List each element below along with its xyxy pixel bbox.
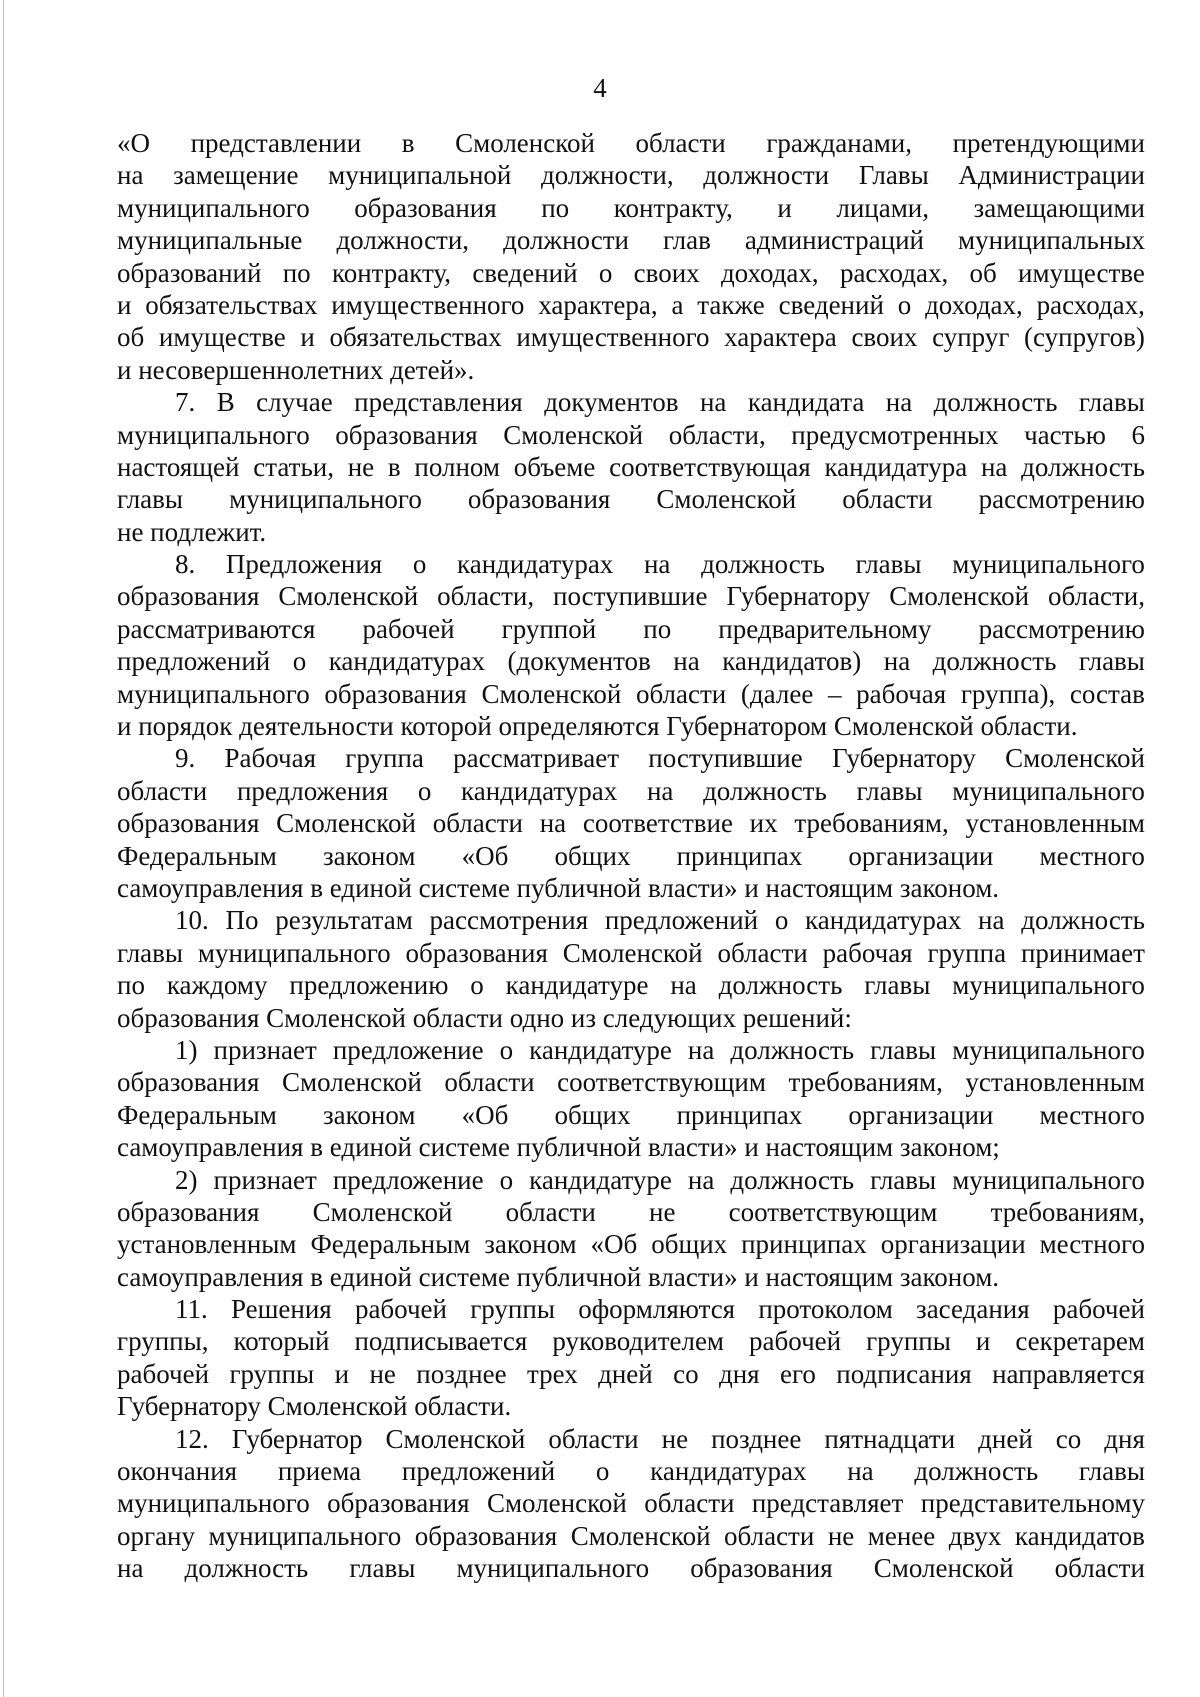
text-line: не подлежит. <box>117 516 267 547</box>
text-line: 2) признает предложение о кандидатуре на должность главы муниципального <box>175 1164 1145 1195</box>
text-line: 9. Рабочая группа рассматривает поступившие Губернатору Смоленской <box>175 743 1145 774</box>
text-line: образований по контракту, сведений о своих доходах, расходах, об имуществе <box>117 257 1145 288</box>
text-line: и несовершеннолетних детей». <box>117 354 475 385</box>
text-line: по каждому предложению о кандидатуре на должность главы муниципального <box>117 970 1145 1001</box>
text-line: образования Смоленской области, поступившие Губернатору Смоленской области, <box>117 581 1145 612</box>
text-line: главы муниципального образования Смоленской области рассмотрению <box>117 484 1145 515</box>
text-line: 7. В случае представления документов на кандидата на должность главы <box>175 387 1145 418</box>
text-line: рабочей группы и не позднее трех дней со дня его подписания направляется <box>117 1358 1145 1389</box>
text-line: самоуправления в единой системе публичной власти» и настоящим законом. <box>117 872 1000 903</box>
text-line: Федеральным законом «Об общих принципах организации местного <box>117 840 1145 871</box>
text-line: муниципального образования Смоленской области, предусмотренных частью 6 <box>117 419 1145 450</box>
text-line: муниципального образования Смоленской области (далее – рабочая группа), состав <box>117 678 1145 709</box>
text-line: на замещение муниципальной должности, должности Главы Администрации <box>117 160 1145 191</box>
text-line: Федеральным законом «Об общих принципах организации местного <box>117 1099 1145 1130</box>
text-line: на должность главы муниципального образования Смоленской области <box>117 1553 1145 1584</box>
text-line: образования Смоленской области на соответствие их требованиям, установленным <box>117 808 1145 839</box>
text-line: 1) признает предложение о кандидатуре на должность главы муниципального <box>175 1034 1145 1065</box>
text-line: 11. Решения рабочей группы оформляются протоколом заседания рабочей <box>175 1294 1145 1325</box>
text-line: и порядок деятельности которой определяются Губернатором Смоленской области. <box>117 711 1078 742</box>
text-line: области предложения о кандидатурах на должность главы муниципального <box>117 775 1145 806</box>
text-line: самоуправления в единой системе публичной власти» и настоящим законом. <box>117 1261 1000 1292</box>
document-body <box>117 127 1145 1585</box>
text-line: окончания приема предложений о кандидатурах на должность главы <box>117 1456 1145 1487</box>
text-line: установленным Федеральным законом «Об общих принципах организации местного <box>117 1229 1145 1260</box>
text-line: настоящей статьи, не в полном объеме соответствующая кандидатура на должность <box>117 451 1145 482</box>
text-line: муниципального образования Смоленской области представляет представительному <box>117 1488 1145 1519</box>
scan-edge-line <box>3 0 4 1697</box>
text-line: 10. По результатам рассмотрения предложений о кандидатурах на должность <box>175 905 1145 936</box>
text-line: муниципального образования по контракту, и лицами, замещающими <box>117 192 1145 223</box>
page-number: 4 <box>593 73 607 103</box>
text-line: 8. Предложения о кандидатурах на должность главы муниципального <box>175 549 1145 580</box>
text-line: об имуществе и обязательствах имущественного характера своих супруг (супругов) <box>117 322 1145 353</box>
text-line: рассматриваются рабочей группой по предварительному рассмотрению <box>117 613 1145 644</box>
text-line: органу муниципального образования Смоленской области не менее двух кандидатов <box>117 1520 1145 1551</box>
text-line: предложений о кандидатурах (документов на кандидатов) на должность главы <box>117 646 1145 677</box>
text-line: и обязательствах имущественного характера, а также сведений о доходах, расходах, <box>117 289 1145 320</box>
text-line: образования Смоленской области не соответствующим требованиям, <box>117 1196 1145 1227</box>
text-line: образования Смоленской области одно из следующих решений: <box>117 1002 852 1033</box>
text-line: муниципальные должности, должности глав администраций муниципальных <box>117 225 1145 256</box>
text-line: 12. Губернатор Смоленской области не позднее пятнадцати дней со дня <box>175 1423 1145 1454</box>
text-line: образования Смоленской области соответствующим требованиям, установленным <box>117 1067 1145 1098</box>
text-line: Губернатору Смоленской области. <box>117 1391 512 1422</box>
text-line: группы, который подписывается руководителем рабочей группы и секретарем <box>117 1326 1145 1357</box>
text-line: самоуправления в единой системе публичной власти» и настоящим законом; <box>117 1132 1000 1163</box>
text-line: главы муниципального образования Смоленской области рабочая группа принимает <box>117 937 1145 968</box>
text-line: «О представлении в Смоленской области гражданами, претендующими <box>117 128 1145 158</box>
